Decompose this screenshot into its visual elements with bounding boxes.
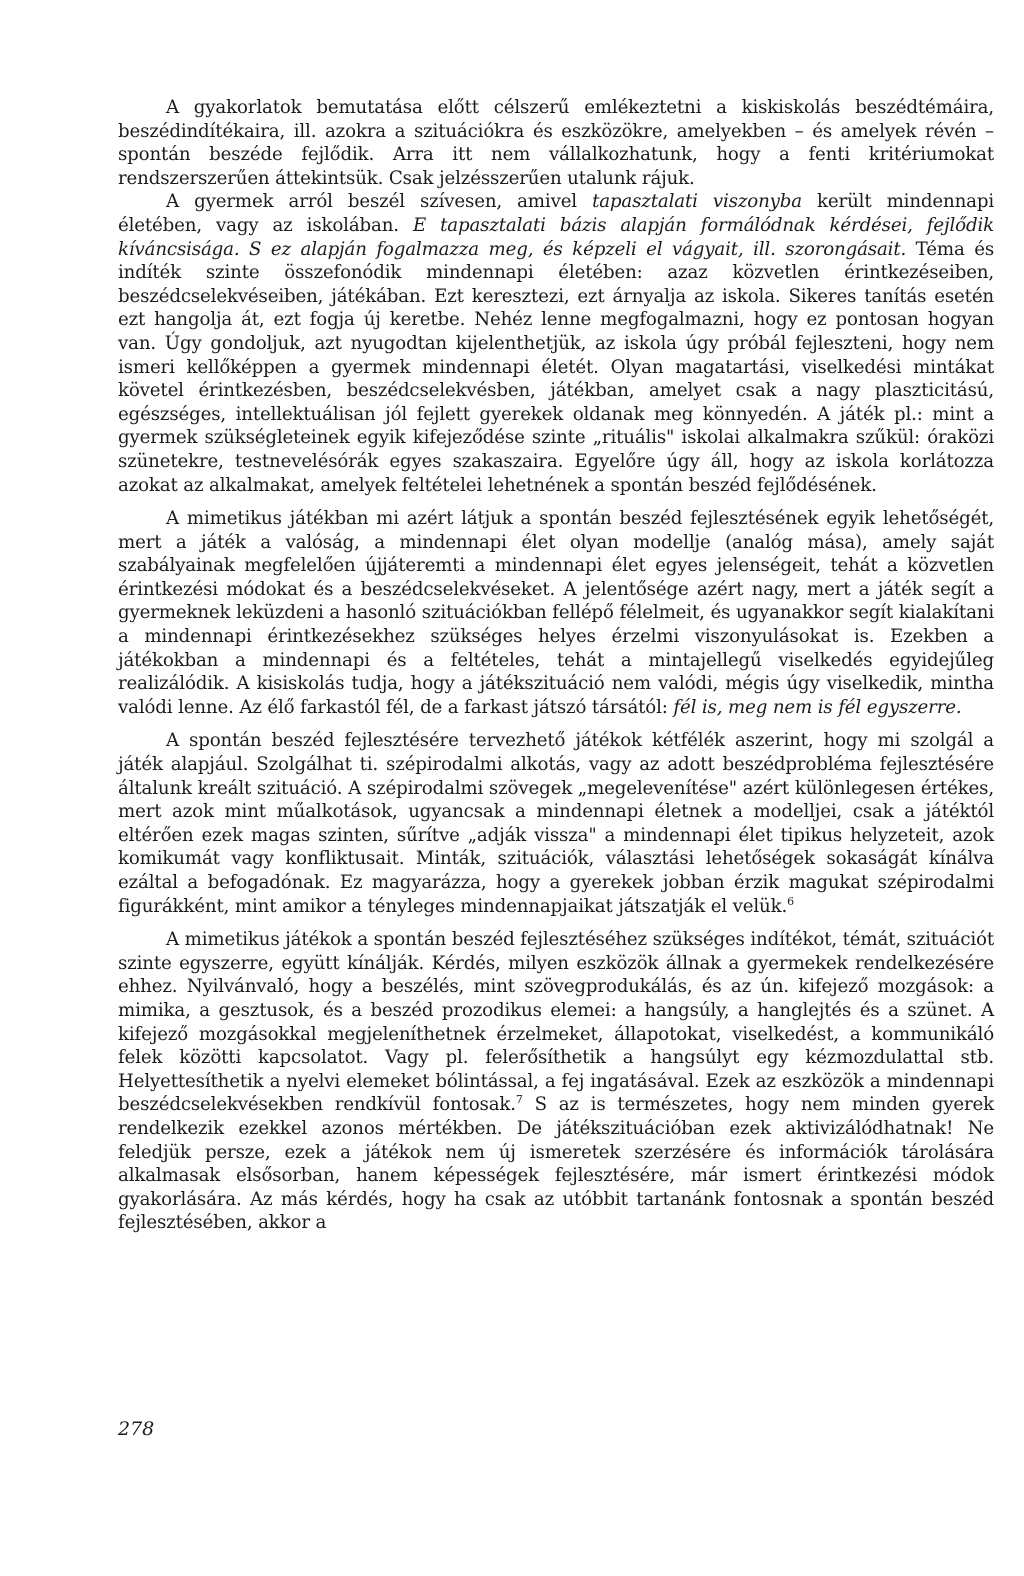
paragraph-2-emphasis: tapasztalati viszonyba	[592, 191, 802, 213]
paragraph-5	[118, 928, 994, 1235]
paragraph-1	[118, 96, 994, 190]
paragraph-2-emphasis: E tapasztalati bázis alapján formálódnak kérdései, fejlődik kíváncsisága. S ez alapján fogalmazza meg, és képzeli el vágyait, ill. szorongásait.	[118, 214, 994, 260]
paragraph-4	[118, 729, 994, 918]
paragraph-3-text: A mimetikus játékban mi azért látjuk a spontán beszéd fejlesztésének egyik lehetőségét, mert a játék a valóság, a mindennapi élet olyan modellje (analóg mása), amely saját szabályainak megfelelően újjáteremti a mindennapi élet egyes jelenségeit, tehát a közvetlen érintkezési módokat és a beszédcselekvéseket. A jelentősége azért nagy, mert a játék segít a gyermeknek leküzdeni a hasonló szituációkban fellépő félelmeit, és ugyanakkor segít kialakítani a mindennapi érintkezésekhez szükséges helyes érzelmi viszonyulásokat is. Ezekben a játékokban a mindennapi és a feltételes, tehát a mintajellegű viselkedés egyidejűleg realizálódik. A kisiskolás tudja, hogy a játékszituáció nem valódi, mégis úgy viselkedik, mintha valódi lenne. Az élő farkastól fél, de a farkast játszó társától:	[118, 508, 994, 718]
footnote-ref-6: 6	[787, 894, 794, 908]
paragraph-1-text: A gyakorlatok bemutatása előtt célszerű emlékeztetni a kiskiskolás beszédtémáira, beszédindítékaira, ill. azokra a szituációkra és eszközökre, amelyekben – és amelyek révén – spontán beszéde fejlődik. Arra itt nem vállalkozhatunk, hogy a fenti kritériumokat rendszerszerűen áttekintsük. Csak jelzésszerűen utalunk rájuk.	[118, 97, 994, 189]
page-body	[118, 96, 994, 1235]
paragraph-2-text: Téma és indíték szinte összefonódik mindennapi életében: azaz közvetlen érintkezéseiben, beszédcselekvéseiben, játékában. Ezt keresztezi, ezt árnyalja az iskola. Sikeres tanítás esetén ezt hangolja át, ezt fogja új keretbe. Nehéz lenne megfogalmazni, hogy ez pontosan hogyan van. Úgy gondoljuk, azt nyugodtan kijelenthetjük, az iskola úgy próbál fejleszteni, hogy nem ismeri kellőképpen a gyermek mindennapi életét. Olyan magatartási, viselkedési mintákat követel érintkezésben, beszédcselekvésben, játékban, amelyet csak a nagy plaszticitású, egészséges, intellektuálisan jól fejlett gyerekek oldanak meg könnyedén. A játék pl.: mint a gyermek szükségleteinek egyik kifejeződése szinte „rituális" iskolai alkalmakra szűkül: óraközi szünetekre, testnevelésórák egyes szakaszaira. Egyelőre úgy áll, hogy az iskola korlátozza azokat az alkalmakat, amelyek feltételei lehetnének a spontán beszéd fejlődésének.	[118, 238, 994, 496]
paragraph-2-text: A gyermek arról beszél szívesen, amivel	[166, 191, 593, 213]
paragraph-5-text: A mimetikus játékok a spontán beszéd fejlesztéséhez szükséges indítékot, témát, szituációt szinte egyszerre, együtt kínálják. Kérdés, milyen eszközök állnak a gyermekek rendelkezésére ehhez. Nyilvánvaló, hogy a beszélés, mint szövegprodukálás, és az ún. kifejező mozgások: a mimika, a gesztusok, és a beszéd prozodikus elemei: a hangsúly, a hanglejtés és a szünet. A kifejező mozgásokkal megjeleníthetnek érzelmeket, állapotokat, viselkedést, a kommunikáló felek közötti kapcsolatot. Vagy pl. felerősíthetik a hangsúlyt egy kézmozdulattal stb. Helyettesíthetik a nyelvi elemeket bólintással, a fej ingatásával. Ezek az eszközök a mindennapi beszédcselekvésekben rendkívül fontosak.	[118, 929, 994, 1116]
paragraph-2-text: került mindennapi életében, vagy az iskolában.	[118, 191, 994, 236]
paragraph-2	[118, 190, 994, 497]
page-number: 278	[118, 1418, 155, 1440]
paragraph-3-emphasis: fél is, meg nem is fél egyszerre.	[673, 696, 962, 718]
paragraph-3	[118, 507, 994, 719]
paragraph-4-text: A spontán beszéd fejlesztésére tervezhető játékok kétfélék aszerint, hogy mi szolgál a játék alapjául. Szolgálhat ti. szépirodalmi alkotás, vagy az adott beszédprobléma fejlesztésére általunk kreált szituáció. A szépirodalmi szövegek „megelevenítése" azért különlegesen értékes, mert azok mint műalkotások, ugyancsak a mindennapi életnek a modelljei, csak a játéktól eltérően ezek magas szinten, sűrítve „adják vissza" a mindennapi élet tipikus helyzeteit, azok komikumát vagy konfliktusait. Minták, szituációk, választási lehetőségek sokaságát kínálva ezáltal a befogadónak. Ez magyarázza, hogy a gyerekek jobban érzik magukat szépirodalmi figurákként, mint amikor a tényleges mindennapjaikat játszatják el velük.	[118, 730, 994, 917]
paragraph-5-text: S az is természetes, hogy nem minden gyerek rendelkezik ezekkel azonos mértékben. De játékszituációban ezek aktivizálódhatnak! Ne feledjük persze, ezek a játékok nem új ismeretek szerzésére és információk tárolására alkalmasak elsősorban, hanem képességek fejlesztésére, már ismert érintkezési módok gyakorlására. Az más kérdés, hogy ha csak az utóbbit tartanánk fontosnak a spontán beszéd fejlesztésében, akkor a	[118, 1094, 994, 1234]
footnote-ref-7: 7	[515, 1093, 523, 1107]
